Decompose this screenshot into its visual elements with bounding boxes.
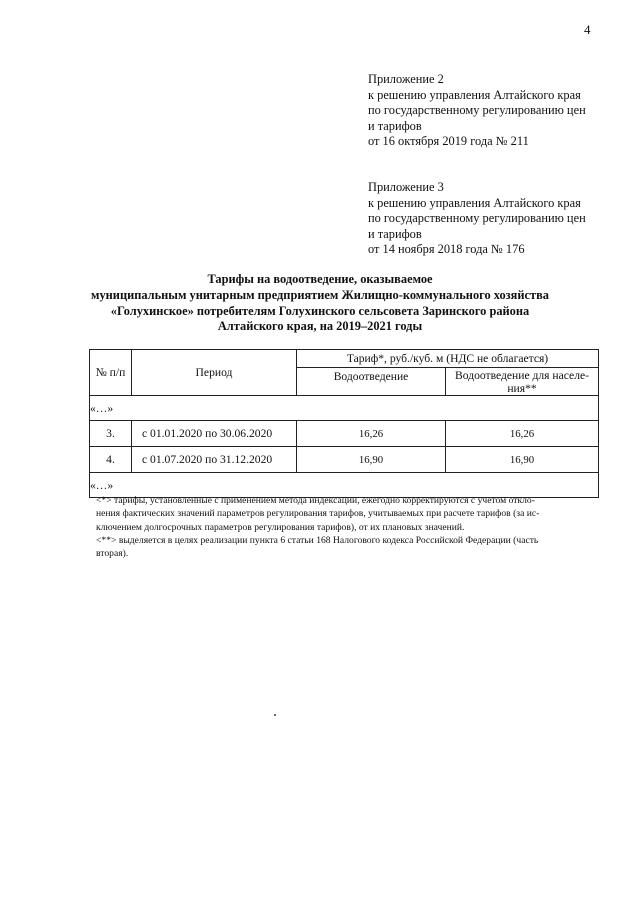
document-title [90, 272, 550, 335]
ellipsis-cell: «…» [90, 473, 599, 498]
scan-speck [274, 714, 276, 716]
appendix-3-line: по государственному регулированию цен [368, 211, 586, 226]
cell-period: с 01.01.2020 по 30.06.2020 [132, 421, 297, 447]
header-water: Водоотведение [297, 368, 446, 396]
title-line: муниципальным унитарным предприятием Жилищно-коммунального хозяйства [91, 287, 549, 302]
footnote-line: <**> выделяется в целях реализации пункта 6 статьи 168 Налогового кодекса Российской Федерации (часть [96, 534, 539, 546]
table-row [90, 447, 599, 473]
cell-water: 16,26 [297, 421, 446, 447]
footnote-line: <*> тарифы, установленные с применением метода индексации, ежегодно корректируются с учетом откло- [96, 495, 535, 506]
table-header-row [90, 350, 599, 368]
appendix-2-line: по государственному регулированию цен [368, 103, 586, 118]
header-population-line: ния** [507, 382, 537, 395]
header-num: № п/п [90, 350, 132, 396]
appendix-3-block [368, 180, 618, 258]
cell-num: 4. [90, 447, 132, 473]
table-row-ellipsis [90, 396, 599, 421]
cell-population: 16,90 [446, 447, 599, 473]
title-line: Алтайского края, на 2019–2021 годы [217, 319, 423, 334]
header-population [446, 368, 599, 396]
header-population-line: Водоотведение для населе- [455, 369, 589, 382]
table-row [90, 421, 599, 447]
appendix-2-date: от 16 октября 2019 года № 211 [368, 134, 529, 149]
cell-water: 16,90 [297, 447, 446, 473]
appendix-2-block [368, 72, 618, 150]
appendix-3-line: к решению управления Алтайского края [368, 195, 581, 210]
header-tariff: Тариф*, руб./куб. м (НДС не облагается) [297, 350, 599, 368]
appendix-2-line: к решению управления Алтайского края [368, 87, 581, 102]
cell-period: с 01.07.2020 по 31.12.2020 [132, 447, 297, 473]
appendix-2-line: и тарифов [368, 118, 422, 133]
appendix-3-heading: Приложение 3 [368, 180, 444, 194]
tariff-table [89, 349, 599, 498]
cell-num: 3. [90, 421, 132, 447]
title-line: «Голухинское» потребителям Голухинского сельсовета Заринского района [110, 303, 530, 318]
footnote-line: нения фактических значений параметров регулирования тарифов, учитываемых при расчете тарифов (за ис- [96, 508, 540, 520]
appendix-3-date: от 14 ноября 2018 года № 176 [368, 242, 525, 257]
cell-population: 16,26 [446, 421, 599, 447]
title-line: Тарифы на водоотведение, оказываемое [207, 272, 433, 286]
footnote-line: вторая). [96, 548, 129, 560]
ellipsis-cell: «…» [90, 396, 599, 421]
appendix-3-line: и тарифов [368, 226, 422, 241]
header-period: Период [132, 350, 297, 396]
footnotes [96, 494, 601, 560]
page-number: 4 [584, 22, 591, 37]
appendix-2-heading: Приложение 2 [368, 72, 444, 86]
footnote-line: ключением долгосрочных параметров регулирования тарифов), от их плановых значений. [96, 521, 465, 533]
